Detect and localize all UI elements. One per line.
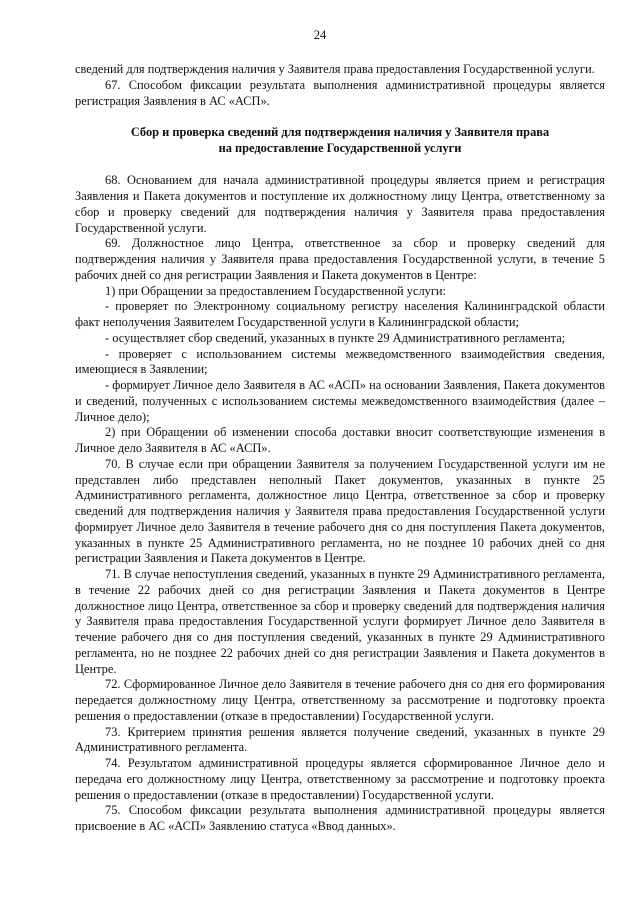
document-body bbox=[75, 62, 605, 835]
page-number: 24 bbox=[313, 28, 327, 42]
paragraph-71: 71. В случае непоступления сведений, указанных в пункте 29 Административного регламента, в течение 22 рабочих дней со дня регистрации Заявления и Пакета документов в Центре должностное лицо Центра, ответственное за сбор и проверку сведений для подтверждения наличия у Заявителя права предоставления Государственной услуги формирует Личное дело Заявителя в течение рабочего дня со дня поступления сведений, указанных в пункте 29 Административного регламента, но не позднее 22 рабочих дней со дня регистрации Заявления и Пакета документов в Центре. bbox=[75, 567, 605, 676]
paragraph-75: 75. Способом фиксации результата выполнения административной процедуры является присвоение в АС «АСП» Заявлению статуса «Ввод данных». bbox=[75, 803, 605, 833]
section-heading-line2: на предоставление Государственной услуги bbox=[218, 141, 462, 156]
paragraph-69-bullet-2: - осуществляет сбор сведений, указанных в пункте 29 Административного регламента; bbox=[105, 330, 566, 345]
paragraph-72: 72. Сформированное Личное дело Заявителя в течение рабочего дня со дня его формирования передается должностному лицу Центра, ответственному за рассмотрение и подготовку проекта решения о предоставлении (отказе в предоставлении) Государственной услуги. bbox=[75, 677, 605, 723]
paragraph-69-bullet-3: - проверяет с использованием системы межведомственного взаимодействия сведения, имеющиеся в Заявлении; bbox=[75, 346, 605, 377]
paragraph-continuation: сведений для подтверждения наличия у Заявителя права предоставления Государственной услуги. bbox=[75, 62, 595, 76]
paragraph-68: 68. Основанием для начала административной процедуры является прием и регистрация Заявления и Пакета документов и поступление их должностному лицу Центра, ответственному за сбор и проверку сведений для подтверждения наличия у Заявителя права предоставления Государственной услуги. bbox=[75, 173, 605, 235]
paragraph-73: 73. Критерием принятия решения является получение сведений, указанных в пункте 29 Административного регламента. bbox=[75, 724, 605, 755]
paragraph-74: 74. Результатом административной процедуры является сформированное Личное дело и передача его должностному лицу Центра, ответственному за рассмотрение и подготовку проекта решения о предоставлении (отказе в предоставлении) Государственной услуги. bbox=[75, 756, 605, 802]
paragraph-69: 69. Должностное лицо Центра, ответственное за сбор и проверку сведений для подтверждения наличия у Заявителя права предоставления Государственной услуги, в течение 5 рабочих дней со дня регистрации Заявления и Пакета документов в Центре: bbox=[75, 236, 605, 282]
paragraph-69-bullet-4: - формирует Личное дело Заявителя в АС «АСП» на основании Заявления, Пакета документов и сведений, полученных с использованием системы межведомственного взаимодействия (далее – Личное дело); bbox=[75, 378, 605, 424]
paragraph-69-bullet-1: - проверяет по Электронному социальному регистру населения Калининградской области факт неполучения Заявителем Государственной услуги в Калининградской области; bbox=[75, 299, 605, 329]
paragraph-67: 67. Способом фиксации результата выполнения административной процедуры является регистрация Заявления в АС «АСП». bbox=[75, 77, 605, 108]
paragraph-70: 70. В случае если при обращении Заявителя за получением Государственной услуги им не представлен либо представлен неполный Пакет документов, указанных в пункте 25 Административного регламента, должностное лицо Центра, ответственное за сбор и проверку сведений для подтверждения наличия у Заявителя права предоставления Государственной услуги формирует Личное дело Заявителя в течение рабочего дня со дня поступления Пакета документов, указанных в пункте 25 Административного регламента, но не позднее 10 рабочих дней со дня регистрации Заявления и Пакета документов в Центре. bbox=[75, 456, 605, 566]
section-heading-line1: Сбор и проверка сведений для подтверждения наличия у Заявителя права bbox=[130, 125, 550, 140]
section-heading bbox=[75, 124, 605, 156]
paragraph-69-item-1: 1) при Обращении за предоставлением Государственной услуги: bbox=[105, 283, 446, 298]
paragraph-69-item-2: 2) при Обращении об изменении способа доставки вносит соответствующие изменения в Личное дело Заявителя в АС «АСП». bbox=[75, 425, 605, 455]
